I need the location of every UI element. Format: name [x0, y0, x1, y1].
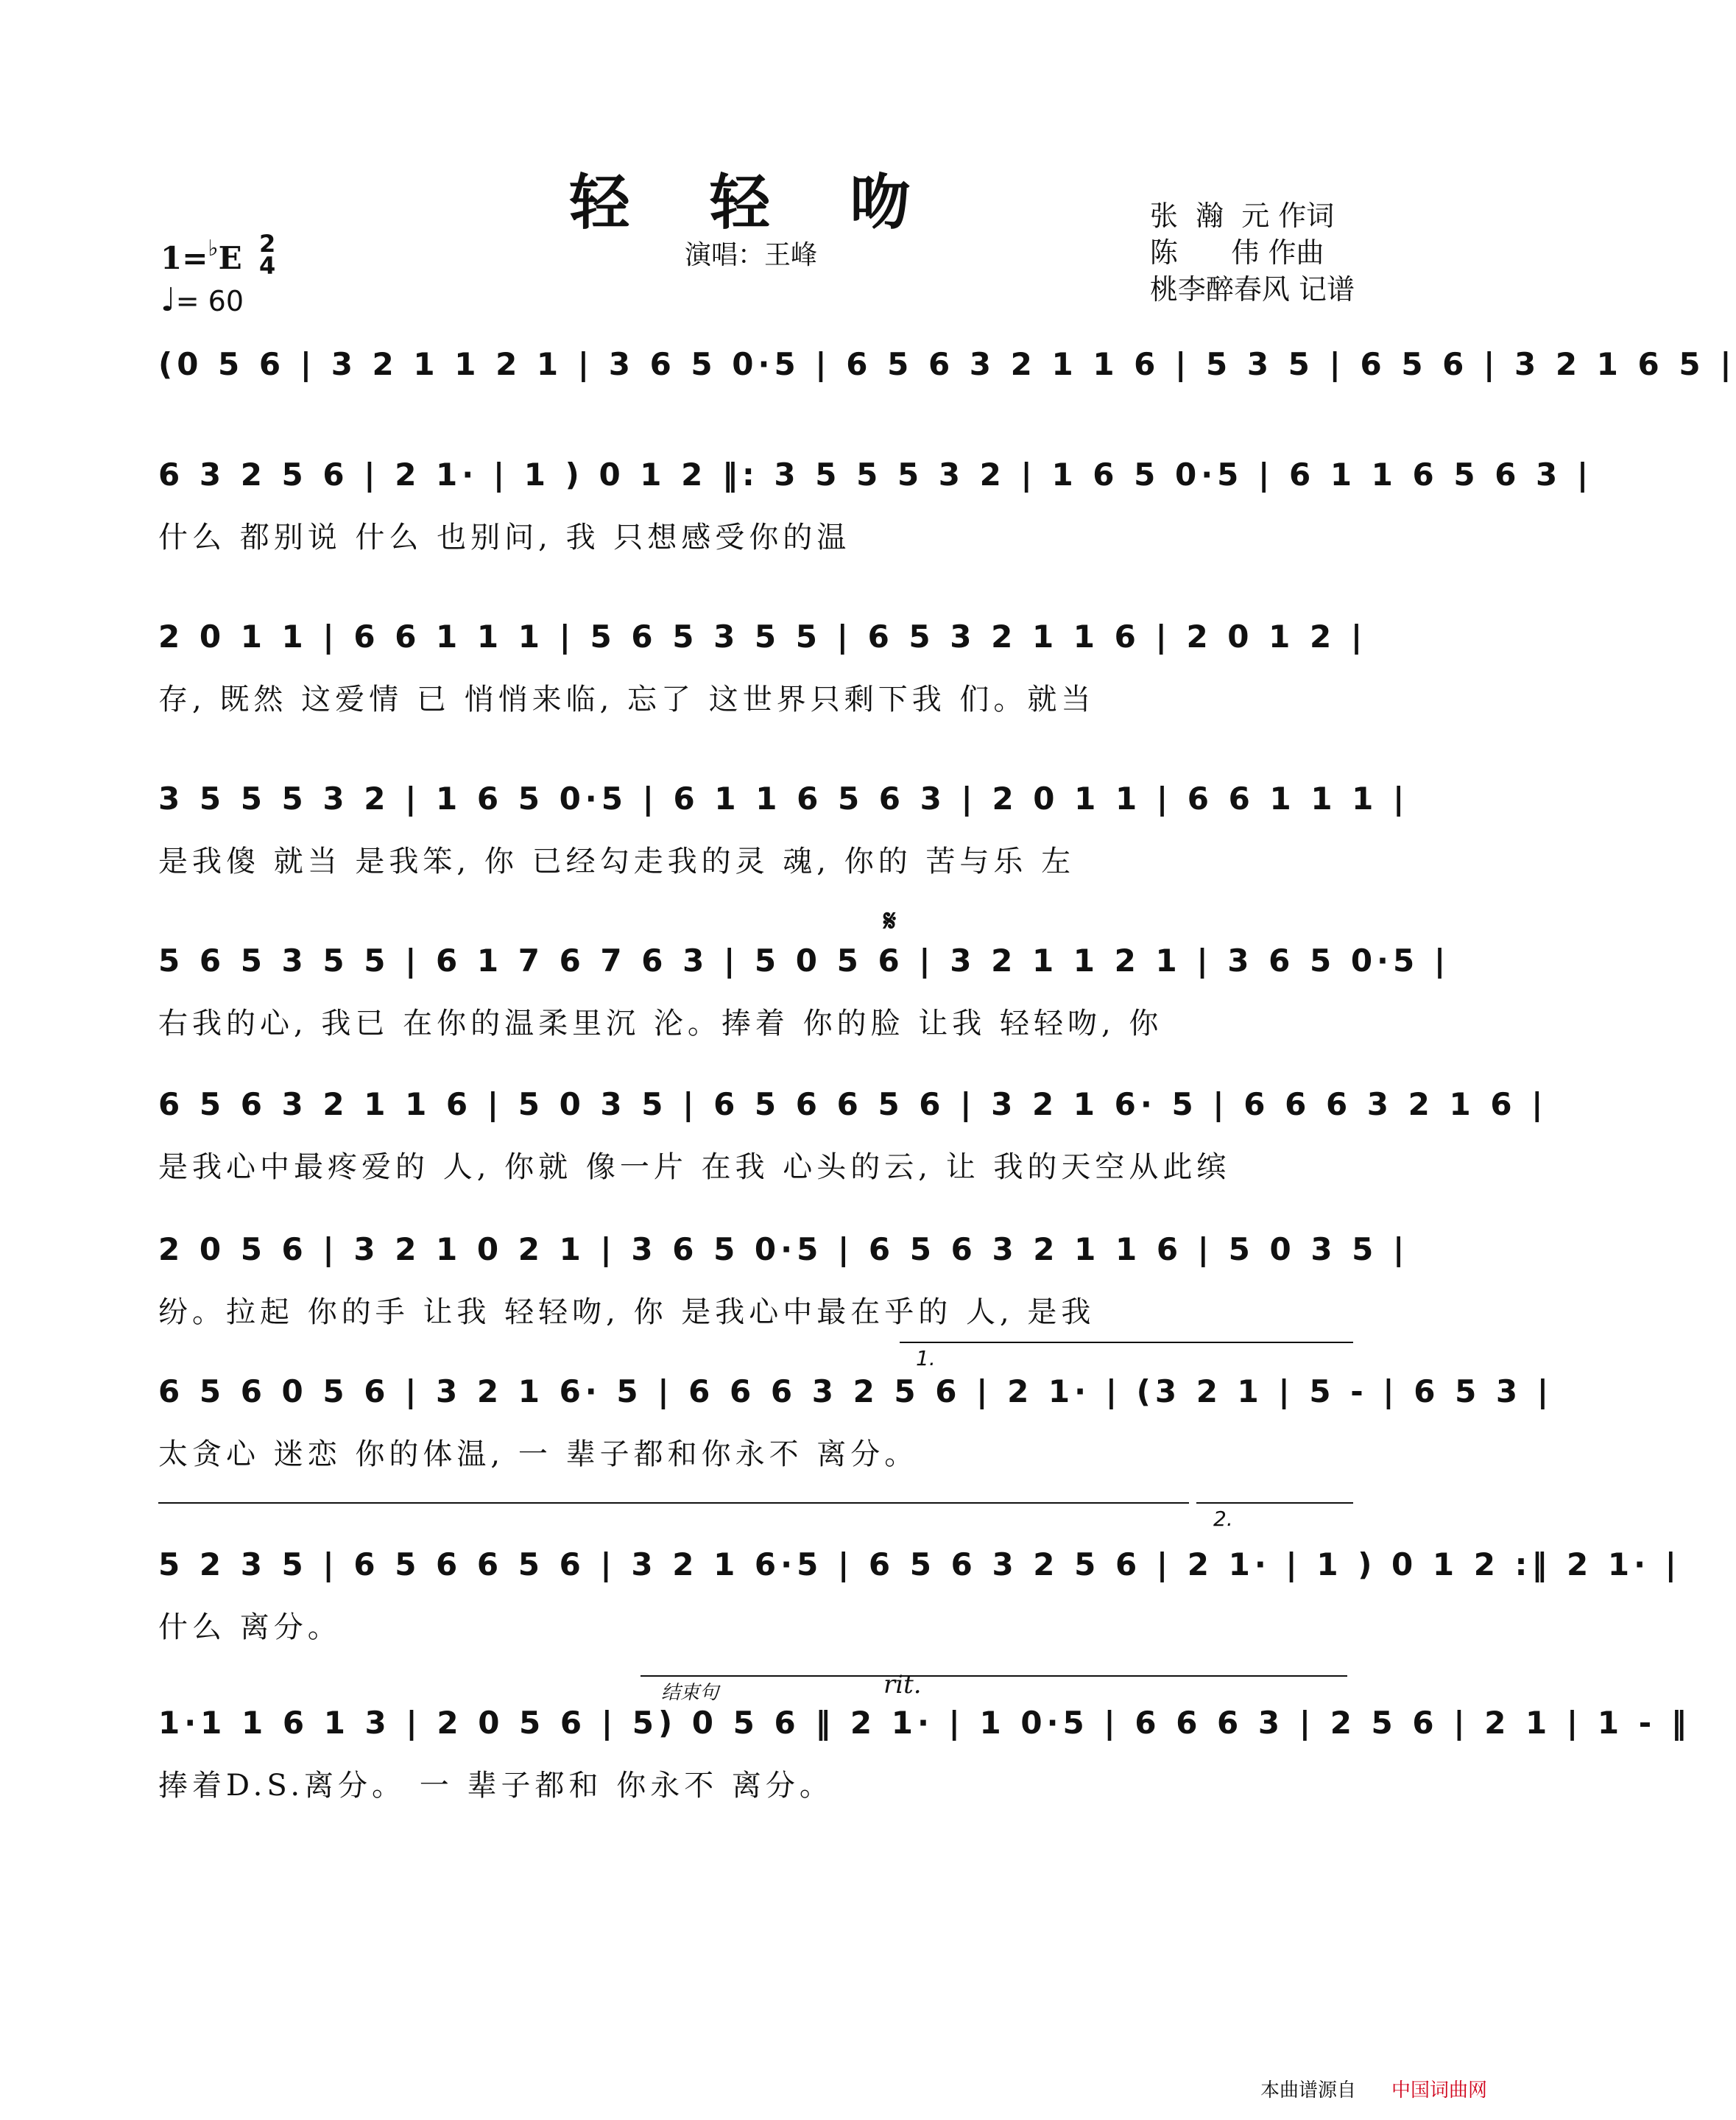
time-signature-bottom: 4	[259, 252, 276, 280]
first-ending-bracket-continued	[158, 1502, 1189, 1504]
credit-transcriber: 桃李醉春风 记谱	[1149, 273, 1355, 306]
lyrics-line: 什么 都别说 什么 也别问, 我 只想感受你的温	[158, 521, 851, 554]
quarter-note-icon: ♩	[160, 281, 176, 319]
coda-bracket	[641, 1675, 1347, 1677]
lyrics-line: 是我傻 就当 是我笨, 你 已经勾走我的灵 魂, 你的 苦与乐 左	[158, 845, 1076, 878]
notation-line: 1·1 1 6 1 3 | 2 0 5 6 | 5) 0 5 6 ‖ 2 1· | 1 0·5 | 6 6 6 3 | 2 5 6 | 2 1 | 1 - ‖	[158, 1705, 1691, 1741]
lyrics-line: 捧着D.S.离分。 一 辈子都和 你永不 离分。	[158, 1769, 833, 1803]
tempo-text: = 60	[175, 285, 244, 317]
key-letter: E	[218, 240, 242, 276]
key-signature	[160, 236, 242, 276]
credit-composer: 陈 伟 作曲	[1149, 236, 1324, 269]
notation-line: 3 5 5 5 3 2 | 1 6 5 0·5 | 6 1 1 6 5 6 3 | 2 0 1 1 | 6 6 1 1 1 |	[158, 781, 1409, 817]
performer: 演唱：王峰	[685, 240, 818, 270]
notation-line: 5 6 5 3 5 5 | 6 1 7 6 7 6 3 | 5 0 5 6 | 3 2 1 1 2 1 | 3 6 5 0·5 |	[158, 943, 1450, 979]
credit-lyricist: 张 瀚 元 作词	[1149, 200, 1335, 232]
footer-site-link[interactable]: 中国词曲网	[1391, 2079, 1488, 2102]
lyrics-line: 纷。拉起 你的手 让我 轻轻吻, 你 是我心中最在乎的 人, 是我	[158, 1295, 1095, 1329]
notation-line: 2 0 5 6 | 3 2 1 0 2 1 | 3 6 5 0·5 | 6 5 6 3 2 1 1 6 | 5 0 3 5 |	[158, 1231, 1409, 1267]
time-signature	[259, 230, 276, 280]
notation-line: 5 2 3 5 | 6 5 6 6 5 6 | 3 2 1 6·5 | 6 5 6 3 2 5 6 | 2 1· | 1 ) 0 1 2 :‖ 2 1· |	[158, 1546, 1681, 1582]
first-ending-label: 1.	[916, 1346, 936, 1370]
time-signature-top: 2	[259, 230, 276, 258]
rit-marking: rit.	[883, 1670, 922, 1700]
credits	[1150, 197, 1355, 308]
lyrics-line: 太贪心 迷恋 你的体温, 一 辈子都和你永不 离分。	[158, 1437, 919, 1471]
footer-source-text: 本曲谱源自	[1260, 2079, 1357, 2102]
notation-line: 6 3 2 5 6 | 2 1· | 1 ) 0 1 2 ‖: 3 5 5 5 3 2 | 1 6 5 0·5 | 6 1 1 6 5 6 3 |	[158, 457, 1593, 493]
lyrics-line: 存, 既然 这爱情 已 悄悄来临, 忘了 这世界只剩下我 们。就当	[158, 683, 1095, 716]
notation-line: 6 5 6 3 2 1 1 6 | 5 0 3 5 | 6 5 6 6 5 6 | 3 2 1 6· 5 | 6 6 6 3 2 1 6 |	[158, 1086, 1548, 1122]
song-title: 轻 轻 吻	[569, 167, 940, 238]
segno-sign: 𝄋	[883, 904, 897, 938]
lyrics-line: 右我的心, 我已 在你的温柔里沉 沦。捧着 你的脸 让我 轻轻吻, 你	[158, 1007, 1163, 1040]
tempo-marking	[160, 281, 244, 319]
lyrics-line: 是我心中最疼爱的 人, 你就 像一片 在我 心头的云, 让 我的天空从此缤	[158, 1150, 1231, 1184]
lyrics-line: 什么 离分。	[158, 1610, 342, 1644]
flat-symbol: ♭	[208, 236, 219, 261]
notation-line: (0 5 6 | 3 2 1 1 2 1 | 3 6 5 0·5 | 6 5 6 3 2 1 1 6 | 5 3 5 | 6 5 6 | 3 2 1 6 5 |	[158, 346, 1736, 382]
first-ending-bracket	[900, 1342, 1353, 1343]
notation-line: 2 0 1 1 | 6 6 1 1 1 | 5 6 5 3 5 5 | 6 5 3 2 1 1 6 | 2 0 1 2 |	[158, 619, 1367, 655]
coda-label: 结束句	[661, 1682, 719, 1704]
notation-line: 6 5 6 0 5 6 | 3 2 1 6· 5 | 6 6 6 3 2 5 6 | 2 1· | (3 2 1 | 5 - | 6 5 3 |	[158, 1373, 1553, 1409]
second-ending-label: 2.	[1213, 1507, 1233, 1531]
second-ending-bracket	[1196, 1502, 1353, 1504]
key-prefix: 1=	[160, 240, 208, 276]
